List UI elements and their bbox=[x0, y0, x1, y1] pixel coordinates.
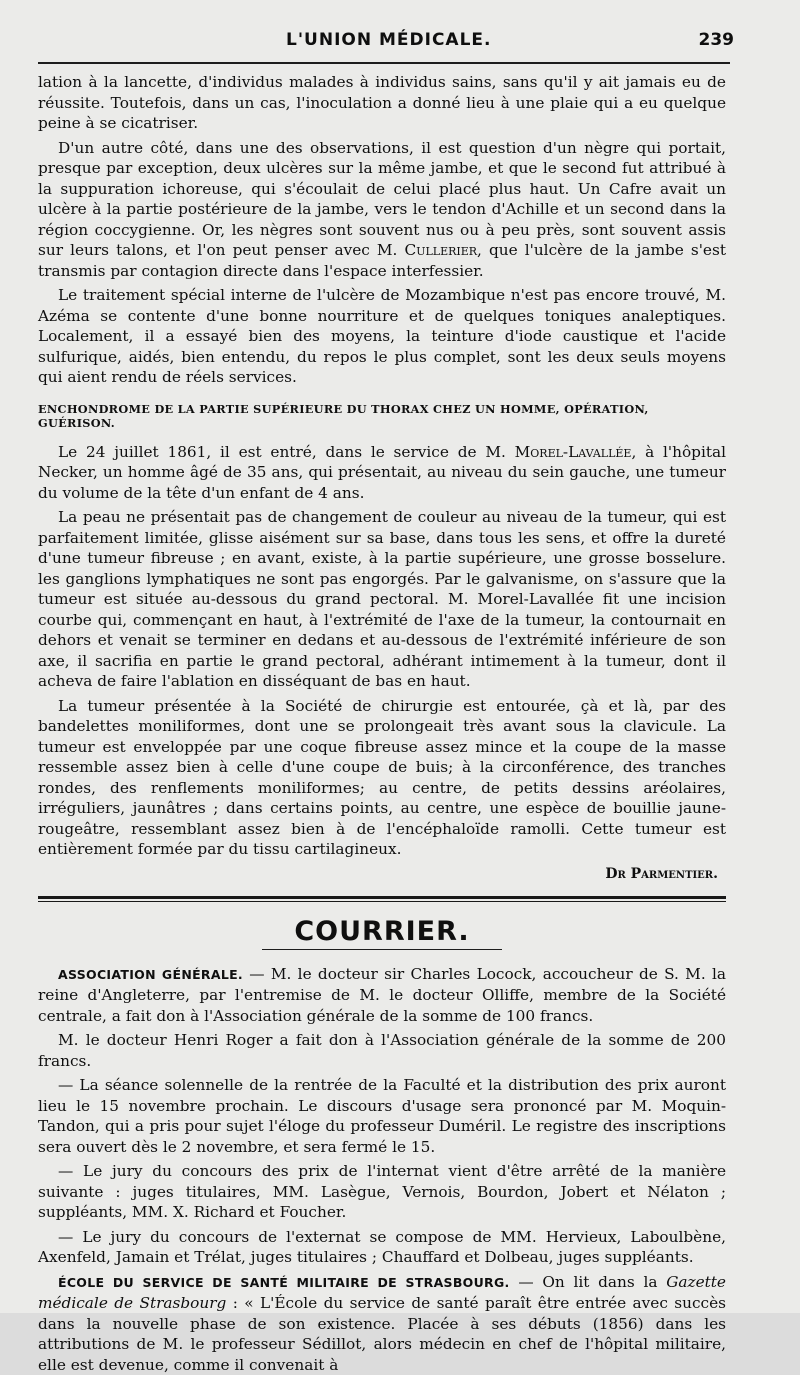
paragraph-roger: M. le docteur Henri Roger a fait don à l'Association générale de la somme de 200 francs. bbox=[38, 1030, 726, 1071]
title-underline bbox=[262, 949, 502, 950]
paragraph-seance: — La séance solennelle de la rentrée de la Faculté et la distribution des prix auront lieu le 15 novembre prochain. Le discours d'usage sera prononcé par M. Moquin-Tandon, qui a pris pour sujet l'éloge du professeur Duméril. Le registre des inscriptions sera ouvert dès le 2 novembre, et sera fermé le 15. bbox=[38, 1075, 726, 1157]
running-header bbox=[38, 28, 730, 64]
text-run: D'un autre côté, dans une des observations, il est question d'un nègre qui portait, presque par exception, deux ulcères sur la même jambe, et que le second fut attribué à la suppuration ichoreuse, qui s'écoulait de celui placé plus haut. Un Cafre avait un ulcère à la partie postérieure de la jambe, vers le tendon d'Achille et un second dans la région coccygienne. Or, les nègres sont souvent nus ou à peu près, sont souvent assis sur leurs talons, et l'on peut penser avec M. bbox=[38, 139, 726, 260]
page-number: 239 bbox=[699, 30, 735, 50]
section-heading-enchondrome: ENCHONDROME DE LA PARTIE SUPÉRIEURE DU THORAX CHEZ UN HOMME, OPÉRATION, GUÉRISON. bbox=[38, 402, 726, 430]
author-name-morel-lavallee: Morel-Lavallée bbox=[515, 443, 632, 461]
paragraph-treatment: Le traitement spécial interne de l'ulcère de Mozambique n'est pas encore trouvé, M. Azéma se contente d'une bonne nourriture et de quelques toniques analeptiques. Localement, il a essayé bien des moyens, la teinture d'iode caustique et l'acide sulfurique, aidés, bien entendu, du repos le plus complet, sont les deux seuls moyens qui aient rendu de réels services. bbox=[38, 285, 726, 388]
paragraph-tumor-description: La tumeur présentée à la Société de chirurgie est entourée, çà et là, par des bandelettes moniliformes, dont une se prolongeait très avant sous la clavicule. La tumeur est enveloppée par une coque fibreuse assez mince et la coupe de la masse ressemble assez bien à celle d'une coupe de buis; à la circonférence, des tranches rondes, des renflements moniliformes; au centre, de petits dessins aréolaires, irréguliers, jaunâtres ; dans certains points, au centre, une espèce de bouillie jaune-rougeâtre, ressemblant assez bien à de l'encéphaloïde ramolli. Cette tumeur est entièrement formée par du tissu cartilagineux. bbox=[38, 696, 726, 860]
paragraph-surgery: La peau ne présentait pas de changement de couleur au niveau de la tumeur, qui est parfaitement limitée, glisse aisément sur sa base, dans tous les sens, et offre la dureté d'une tumeur fibreuse ; en avant, existe, à la partie supérieure, une grosse bosselure. les ganglions lymphatiques ne sont pas engorgés. Par le galvanisme, on s'assure que la tumeur est située au-dessous du grand pectoral. M. Morel-Lavallée fit une incision courbe qui, commençant en haut, à l'extrémité de l'axe de la tumeur, la contournait en dehors et venait se terminer en dedans et au-dessous de l'extrémité inférieure de son axe, il sacrifia en partie le grand pectoral, adhérant intimement à la tumeur, dont il acheva de faire l'ablation en disséquant de bas en haut. bbox=[38, 507, 726, 692]
paragraph-case-intro bbox=[38, 442, 726, 504]
source-gazette: Gazette médicale de Strasbourg bbox=[38, 1273, 726, 1313]
text-run: , à l'hôpital Necker, un homme âgé de 35 ans, qui présentait, au niveau du sein gauche, une tumeur du volume de la tête d'un enfant de 4 ans. bbox=[38, 443, 726, 502]
text-run: : « L'École du service de santé paraît être entrée avec succès dans la nouvelle phase de son existence. Placée à ses débuts (1856) dans les attributions de M. le professeur Sédillot, alors médecin en chef de l'hôpital militaire, elle est devenue, comme il convenait à bbox=[38, 1294, 726, 1374]
runin-ecole: ÉCOLE DU SERVICE DE SANTÉ MILITAIRE DE STRASBOURG. bbox=[58, 1275, 510, 1290]
text-run: — M. le docteur sir Charles Locock, accoucheur de S. M. la reine d'Angleterre, par l'entremise de M. le docteur Olliffe, membre de la Société centrale, a fait don à l'Association générale de la somme de 100 francs. bbox=[38, 965, 726, 1025]
paragraph-jury-externat: — Le jury du concours de l'externat se compose de MM. Hervieux, Laboulbène, Axenfeld, Jamain et Trélat, juges titulaires ; Chauffard et Dolbeau, juges suppléants. bbox=[38, 1227, 726, 1268]
courrier-title: COURRIER. bbox=[38, 916, 726, 947]
paragraph-inoculation: lation à la lancette, d'individus malades à individus sains, sans qu'il y ait jamais eu de réussite. Toutefois, dans un cas, l'inoculation a donné lieu à une plaie qui a eu quelque peine à se cicatriser. bbox=[38, 72, 726, 134]
text-run: , que l'ulcère de la jambe s'est transmis par contagion directe dans l'espace interfessier. bbox=[38, 241, 726, 280]
paragraph-jury-internat: — Le jury du concours des prix de l'internat vient d'être arrêté de la manière suivante : juges titulaires, MM. Lasègue, Vernois, Bourdon, Jobert et Nélaton ; suppléants, MM. X. Richard et Foucher. bbox=[38, 1161, 726, 1223]
author-name-cullerier: Cullerier bbox=[404, 241, 477, 259]
text-run: Le 24 juillet 1861, il est entré, dans le service de M. bbox=[58, 443, 515, 461]
section-divider bbox=[38, 896, 726, 902]
runin-association: ASSOCIATION GÉNÉRALE. bbox=[58, 967, 243, 982]
paragraph-ecole bbox=[38, 1272, 726, 1375]
journal-title: L'UNION MÉDICALE. bbox=[286, 30, 492, 50]
paragraph-association bbox=[38, 964, 726, 1027]
text-run: — On lit dans la bbox=[510, 1273, 667, 1291]
article-signature: Dr Parmentier. bbox=[38, 866, 718, 882]
paragraph-ulcers bbox=[38, 138, 726, 282]
page-content bbox=[38, 72, 726, 1375]
